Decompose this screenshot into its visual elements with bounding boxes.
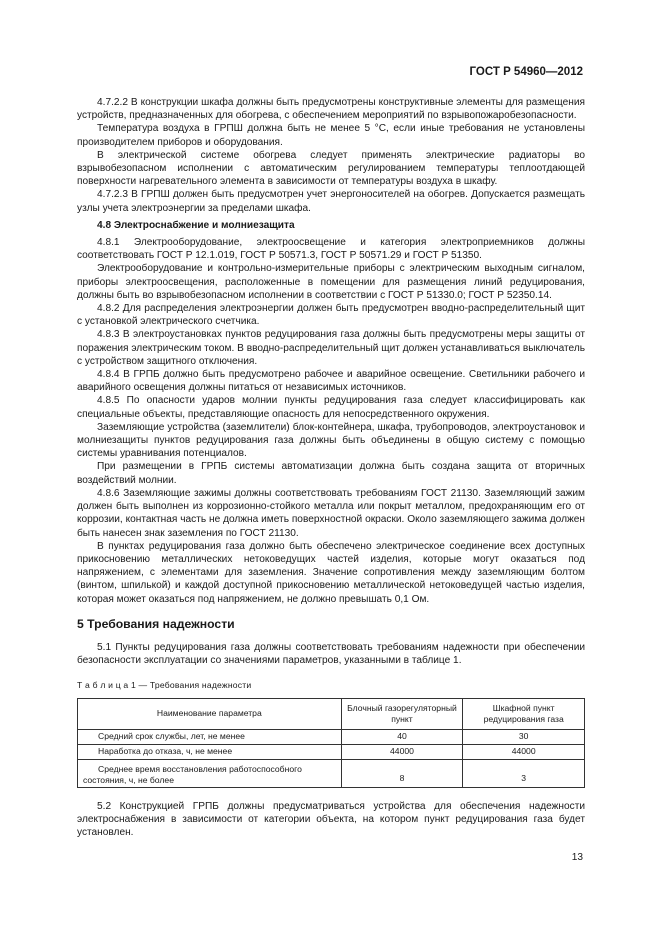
header-parameter-name: Наименование параметра bbox=[78, 698, 342, 729]
page-number: 13 bbox=[571, 852, 583, 863]
paragraph-grounding-devices: Заземляющие устройства (заземлители) блок-контейнера, шкафа, трубопроводов, электроустановок и молниезащиты пунктов редуцирования газа должны быть объединены в общую систему с помощью системы уравнивания потенциалов. bbox=[77, 421, 585, 460]
document-code-header: ГОСТ Р 54960—2012 bbox=[469, 66, 583, 78]
table-cell: 44000 bbox=[463, 744, 585, 759]
table-cell: 3 bbox=[463, 759, 585, 787]
paragraph-4-8-3: 4.8.3 В электроустановках пунктов редуцирования газа должны быть предусмотрены меры защиты от поражения электрическим током. В вводно-распределительный щит должен устанавливаться выключатель с устройством защитного отключения. bbox=[77, 329, 585, 367]
table-cell: 44000 bbox=[341, 744, 463, 759]
paragraph-4-8-2: 4.8.2 Для распределения электроэнергии должен быть предусмотрен вводно-распределительный щит с установкой электрического счетчика. bbox=[77, 303, 585, 328]
reliability-table bbox=[77, 698, 585, 788]
section-title-5: 5 Требования надежности bbox=[77, 616, 235, 631]
paragraph-4-7-2-3: 4.7.2.3 В ГРПШ должен быть предусмотрен учет энергоносителей на обогрев. Допускается размещать узлы учета электроэнергии за пределами шкафа. bbox=[77, 189, 585, 214]
table-cell: 30 bbox=[463, 729, 585, 744]
table-row bbox=[78, 744, 585, 759]
page-content bbox=[77, 96, 585, 839]
table-cell: 8 bbox=[341, 759, 463, 787]
table-cell: Среднее время восстановления работоспособного состояния, ч, не более bbox=[78, 759, 342, 787]
header-cabinet-unit: Шкафной пункт редуцирования газа bbox=[463, 698, 585, 729]
paragraph-automation-protection: При размещении в ГРПБ системы автоматизации должна быть создана защита от вторичных воздействий молнии. bbox=[77, 461, 585, 486]
paragraph-4-8-6: 4.8.6 Заземляющие зажимы должны соответствовать требованиям ГОСТ 21130. Заземляющий зажим должен быть выполнен из коррозионно-стойкого металла или покрыт металлом, предохраняющим его от коррозии, контактная часть не должна иметь поверхностной окраски. Около заземляющего зажима должен быть нанесен знак заземления по ГОСТ 21130. bbox=[77, 487, 585, 539]
paragraph-4-8-5: 4.8.5 По опасности ударов молнии пункты редуцирования газа следует классифицировать как специальные объекты, представляющие опасность для непосредственного окружения. bbox=[77, 395, 585, 420]
table-row bbox=[78, 759, 585, 787]
table-row bbox=[78, 729, 585, 744]
paragraph-explosion-proof-equipment: Электрооборудование и контрольно-измерительные приборы с электрическим выходным сигналом, приборы электроосвещения, расположенные в помещении для размещения линий редуцирования, должны быть во взрывобезопасном исполнении в соответствии с ГОСТ Р 51330.0; ГОСТ Р 52350.14. bbox=[77, 263, 585, 301]
paragraph-4-8-4: 4.8.4 В ГРПБ должно быть предусмотрено рабочее и аварийное освещение. Светильники рабочего и аварийного освещения должны питаться от независимых источников. bbox=[77, 369, 585, 394]
paragraph-4-8-1: 4.8.1 Электрооборудование, электроосвещение и категория электроприемников должны соответствовать ГОСТ Р 12.1.019, ГОСТ Р 50571.3, ГОСТ Р 50571.29 и ГОСТ Р 51350. bbox=[77, 237, 585, 262]
paragraph-air-temperature: Температура воздуха в ГРПШ должна быть не менее 5 °С, если иные требования не установлены производителем приборов и оборудования. bbox=[77, 123, 585, 148]
paragraph-heating-system: В электрической системе обогрева следует применять электрические радиаторы во взрывобезопасном исполнении с автоматическим регулированием температуры теплоотдающей поверхности нагревательного элемента в зависимости от температуры воздуха в шкафу. bbox=[77, 149, 585, 188]
paragraph-5-2: 5.2 Конструкцией ГРПБ должны предусматриваться устройства для обеспечения надежности электроснабжения в зависимости от категории объекта, на котором пункт редуцирования газа будет установлен. bbox=[77, 800, 585, 838]
table-cell: Средний срок службы, лет, не менее bbox=[78, 729, 342, 744]
table-header-row bbox=[78, 698, 585, 729]
paragraph-electrical-connection: В пунктах редуцирования газа должно быть обеспечено электрическое соединение всех доступных прикосновению металлических нетоковедущих частей изделия, которые могут оказаться под напряжением, с элементами для заземления. Значение сопротивления между заземляющим болтом (винтом, шпилькой) и каждой доступной прикосновению металлической нетоковедущей частью изделия, которая может оказаться под напряжением, не должно превышать 0,1 Ом. bbox=[77, 540, 585, 605]
table-cell: 40 bbox=[341, 729, 463, 744]
table-cell: Наработка до отказа, ч, не менее bbox=[78, 744, 342, 759]
subsection-title-4-8: 4.8 Электроснабжение и молниезащита bbox=[97, 219, 295, 231]
paragraph-5-1: 5.1 Пункты редуцирования газа должны соответствовать требованиям надежности при обеспечении безопасности эксплуатации со значениями параметров, указанными в таблице 1. bbox=[77, 641, 585, 667]
table-caption: Т а б л и ц а 1 — Требования надежности bbox=[77, 680, 252, 691]
paragraph-4-7-2-2: 4.7.2.2 В конструкции шкафа должны быть предусмотрены конструктивные элементы для размещения устройств, предназначенных для обогрева, с обеспечением мероприятий по взрывопожаробезопасности. bbox=[77, 97, 585, 122]
header-block-unit: Блочный газорегуляторный пункт bbox=[341, 698, 463, 729]
